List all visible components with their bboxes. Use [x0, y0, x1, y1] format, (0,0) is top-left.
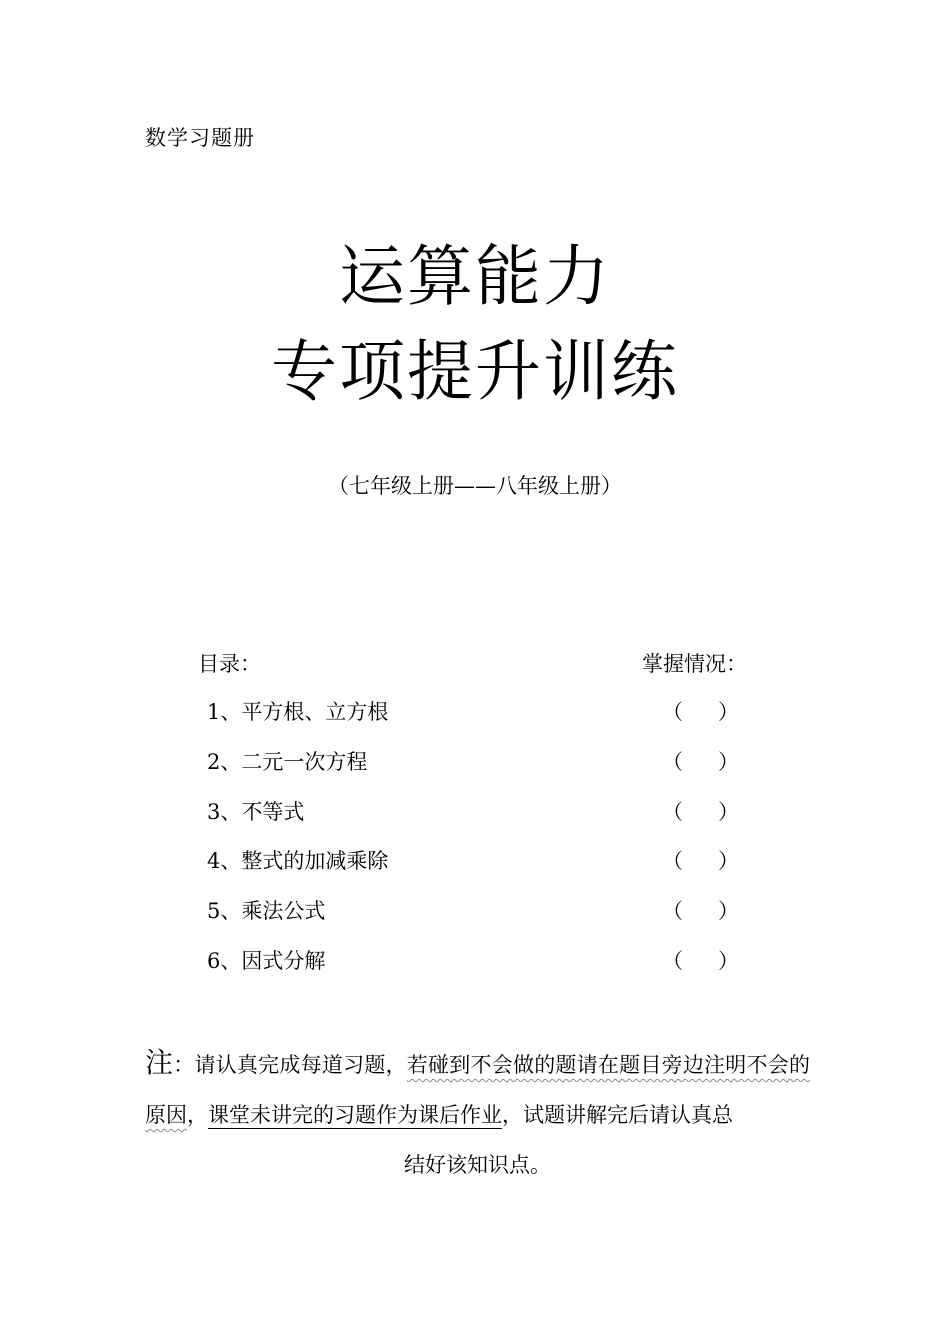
- mastery-bracket-open: （: [662, 800, 683, 824]
- mastery-bracket-close: ）: [718, 899, 739, 923]
- toc-item: 1、平方根、立方根: [207, 700, 389, 724]
- mastery-bracket-close: ）: [718, 849, 739, 873]
- toc-row: [0, 845, 950, 877]
- toc-row: [0, 696, 950, 728]
- toc-item: 4、整式的加减乘除: [207, 849, 389, 873]
- note-text-4: 课堂未讲完的习题作为课后作业: [208, 1103, 502, 1127]
- title-line-1: 运算能力: [339, 238, 611, 315]
- mastery-bracket-open: （: [662, 899, 683, 923]
- note-text-5: ，试题讲解完后请认真总: [502, 1103, 733, 1127]
- title-line-2: 专项提升训练: [271, 333, 679, 410]
- toc-item: 3、不等式: [207, 800, 305, 824]
- mastery-bracket-open: （: [662, 700, 683, 724]
- toc-heading: 目录：: [198, 652, 261, 676]
- toc-row: [0, 796, 950, 828]
- workbook-label: 数学习题册: [145, 126, 255, 150]
- toc-item: 6、因式分解: [207, 949, 326, 973]
- note-text-2: 若碰到不会做的题请在题目旁边注明不会的原因: [145, 1053, 810, 1127]
- note-text-3: ，: [187, 1103, 208, 1127]
- toc-row: [0, 945, 950, 977]
- mastery-bracket-close: ）: [718, 800, 739, 824]
- mastery-bracket-open: （: [662, 849, 683, 873]
- note-text-1: 请认真完成每道习题，: [194, 1053, 407, 1077]
- mastery-bracket-open: （: [662, 949, 683, 973]
- note-mark: 注: [145, 1046, 174, 1079]
- mastery-bracket-close: ）: [718, 750, 739, 774]
- toc-row: [0, 746, 950, 778]
- toc-item: 5、乘法公式: [207, 899, 326, 923]
- note-paragraph: [145, 1038, 810, 1190]
- toc-item: 2、二元一次方程: [207, 750, 368, 774]
- mastery-heading: 掌握情况：: [642, 652, 747, 676]
- grade-range-subtitle: （七年级上册——八年级上册）: [328, 474, 622, 498]
- mastery-bracket-close: ）: [718, 949, 739, 973]
- toc-row: [0, 895, 950, 927]
- mastery-bracket-close: ）: [718, 700, 739, 724]
- mastery-bracket-open: （: [662, 750, 683, 774]
- note-colon: ：: [173, 1053, 195, 1077]
- note-text-6: 结好该知识点。: [404, 1153, 551, 1177]
